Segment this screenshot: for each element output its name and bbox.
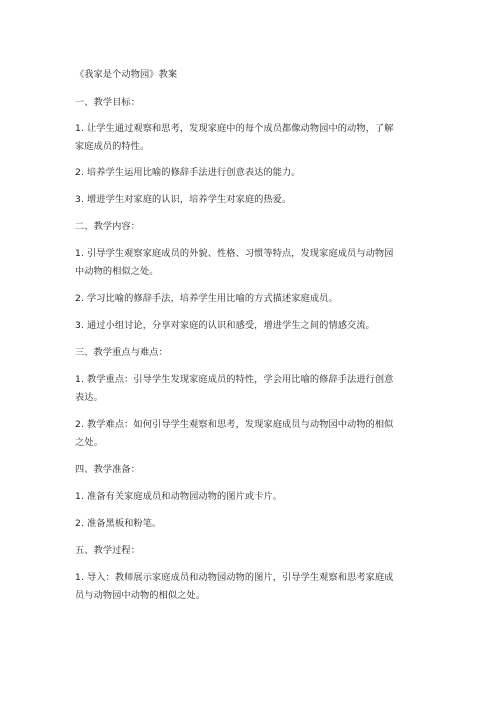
- text-line: 1. 教学重点：引导学生发现家庭成员的特性，学会用比喻的修辞手法进行创意: [75, 374, 394, 385]
- text-line: 1. 准备有关家庭成员和动物园动物的图片或卡片。: [75, 491, 283, 502]
- text-line: 中动物的相似之处。: [75, 266, 159, 277]
- text-line: 2. 培养学生运用比喻的修辞手法进行创意表达的能力。: [75, 167, 301, 178]
- text-line: 2. 教学难点：如何引导学生观察和思考，发现家庭成员与动物园中动物的相似: [75, 419, 394, 430]
- text-line: 1. 让学生通过观察和思考，发现家庭中的每个成员都像动物园中的动物，了解: [75, 123, 394, 134]
- heading-objectives: 一、教学目标：: [75, 97, 141, 108]
- text-line: 家庭成员的特性。: [75, 141, 150, 152]
- heading-process: 五、教学过程：: [75, 545, 141, 556]
- text-line: 之处。: [75, 437, 103, 448]
- text-line: 2. 准备黑板和粉笔。: [75, 518, 162, 529]
- text-line: 2. 学习比喻的修辞手法，培养学生用比喻的方式描述家庭成员。: [75, 293, 338, 304]
- heading-content: 二、教学内容：: [75, 221, 141, 232]
- text-line: 1. 引导学生观察家庭成员的外貌、性格、习惯等特点，发现家庭成员与动物园: [75, 248, 394, 259]
- document-title: 《我家是个动物园》教案: [75, 69, 178, 80]
- heading-preparation: 四、教学准备：: [75, 464, 141, 475]
- text-line: 员与动物园中动物的相似之处。: [75, 590, 206, 601]
- text-line: 表达。: [75, 392, 103, 403]
- text-line: 3. 通过小组讨论，分享对家庭的认识和感受，增进学生之间的情感交流。: [75, 320, 375, 331]
- text-line: 3. 增进学生对家庭的认识，培养学生对家庭的热爱。: [75, 194, 292, 205]
- text-line: 1. 导入：教师展示家庭成员和动物园动物的图片，引导学生观察和思考家庭成: [75, 572, 394, 583]
- heading-key-points: 三、教学重点与难点：: [75, 347, 168, 358]
